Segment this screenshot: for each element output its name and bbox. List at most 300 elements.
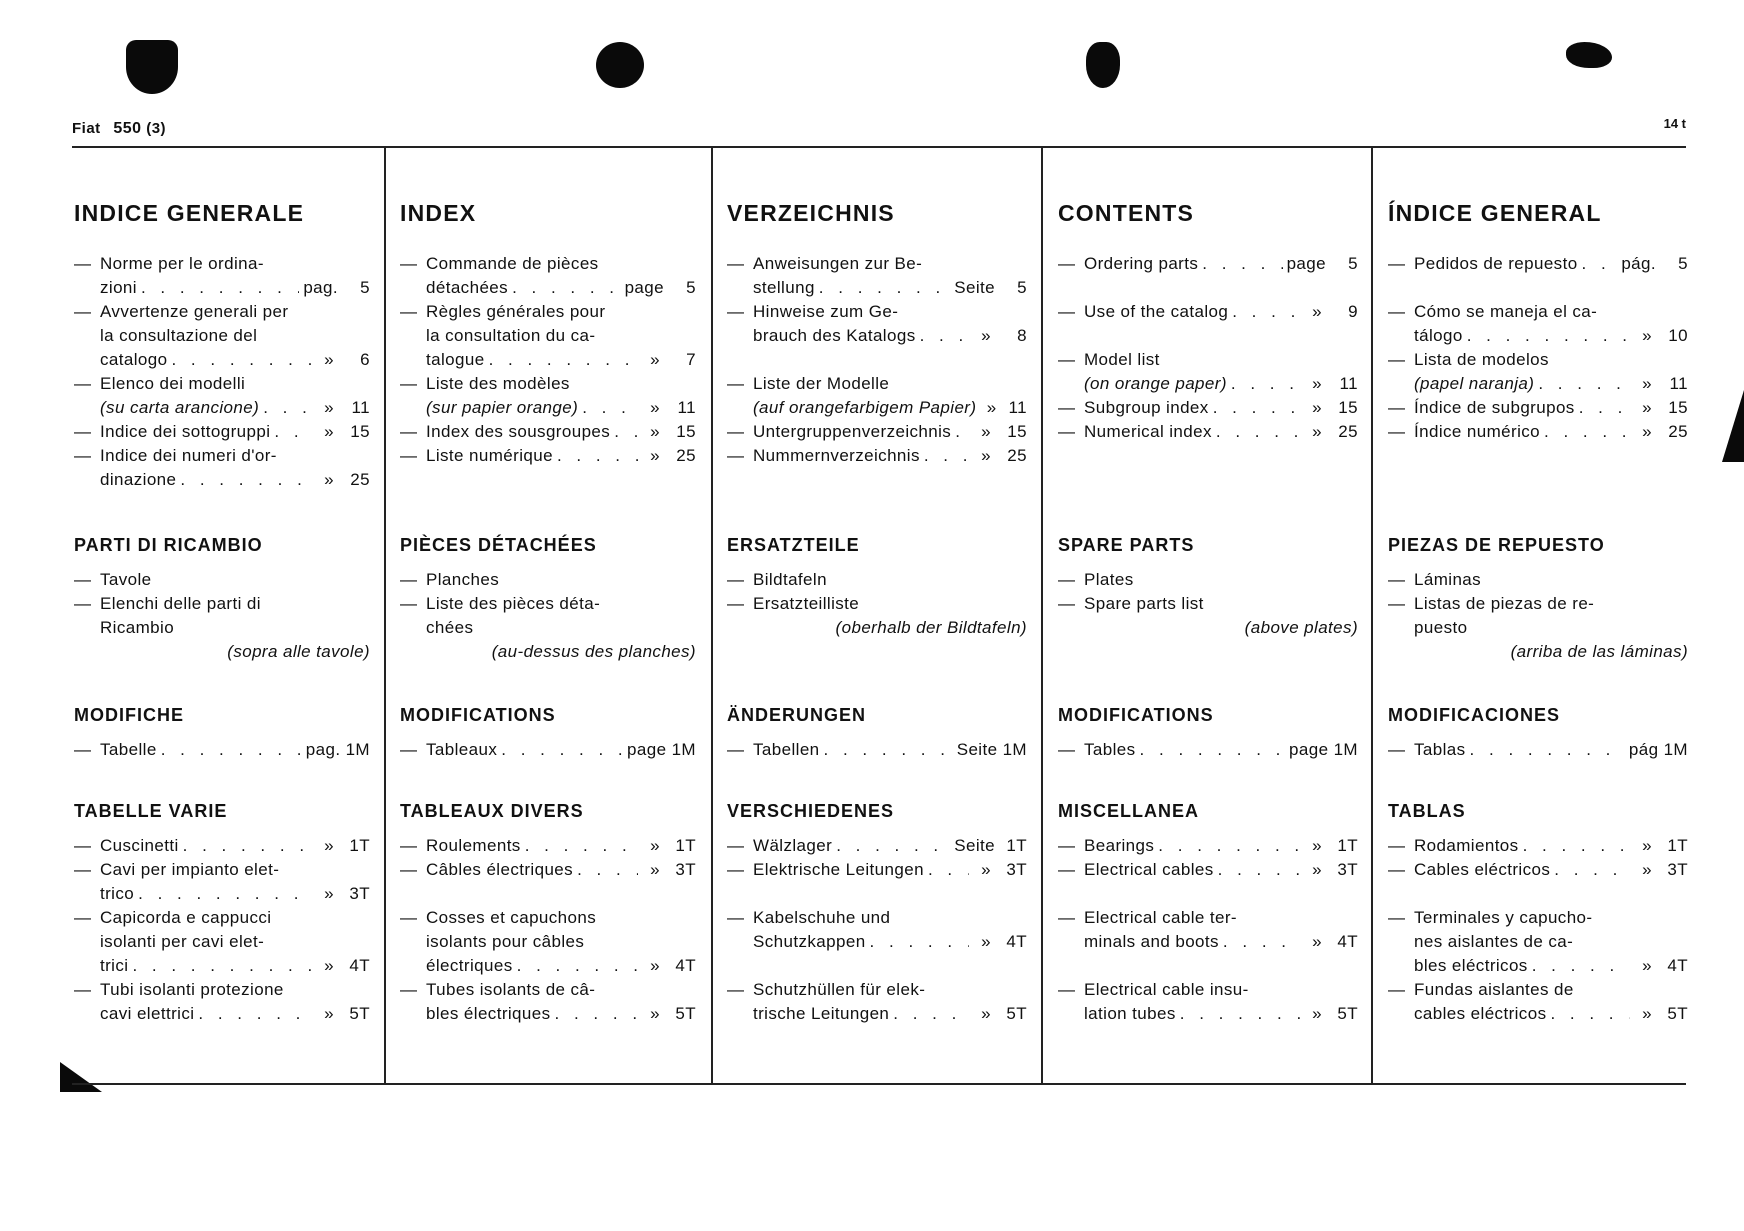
- table-entry-line: [1414, 858, 1688, 882]
- spare-entry-text: — Láminas: [1414, 570, 1482, 589]
- page-number: 4T: [675, 956, 696, 975]
- index-entry-text: — Use of the catalog: [1084, 302, 1229, 321]
- table-entry-text: trische Leitungen: [753, 1004, 890, 1023]
- page-number: 6: [360, 350, 370, 369]
- modification-line: [1414, 738, 1688, 762]
- index-entry-text: — Liste des modèles: [426, 374, 570, 393]
- spare-entry: [400, 568, 696, 592]
- table-entry-text: isolanti per cavi elet-: [100, 932, 265, 951]
- column-title: INDEX: [400, 200, 477, 226]
- table-entry-text: — Cosses et capuchons: [426, 908, 597, 927]
- column-divider: [711, 148, 713, 1084]
- page-marker: »: [986, 398, 997, 417]
- table-entry: [727, 906, 1027, 978]
- spare-entry-text: — Plates: [1084, 570, 1134, 589]
- table-entry-text: lation tubes: [1084, 1004, 1176, 1023]
- index-entry: [1058, 348, 1358, 396]
- punch-hole: [126, 40, 178, 94]
- table-entry-text: — Bearings: [1084, 836, 1155, 855]
- page-number: 11: [1669, 374, 1688, 393]
- page-marker: »: [1312, 374, 1322, 393]
- leader-dots: [1213, 396, 1300, 420]
- page-marker: »: [1642, 956, 1652, 975]
- section-title: MODIFICHE: [74, 705, 184, 725]
- table-entry-text: cables eléctricos: [1414, 1004, 1547, 1023]
- table-entry-text: — Elektrische Leitungen: [753, 860, 924, 879]
- index-entry-text: tálogo: [1414, 326, 1463, 345]
- table-entry-line: [426, 858, 696, 882]
- spacer: [1084, 954, 1358, 978]
- table-entry-text: nes aislantes de ca-: [1414, 932, 1574, 951]
- leader-dots: [836, 834, 950, 858]
- leader-dots: [1467, 324, 1630, 348]
- table-entry: [400, 834, 696, 858]
- modification-line: [100, 738, 370, 762]
- model-number: 550: [113, 120, 142, 137]
- page-marker: »: [1642, 374, 1652, 393]
- page-number: 1T: [1337, 836, 1358, 855]
- spare-entry: [1058, 568, 1358, 592]
- spare-entry-text: — Listas de piezas de re-: [1414, 594, 1595, 613]
- punch-hole: [596, 42, 644, 88]
- column-divider: [1371, 148, 1373, 1084]
- page-number: 8: [1017, 326, 1027, 345]
- table-entry: [74, 978, 370, 1026]
- page-marker: »: [1642, 836, 1652, 855]
- spare-entry-text: Ricambio: [100, 618, 175, 637]
- leader-dots: [501, 738, 623, 762]
- table-entry-line: [100, 834, 370, 858]
- index-entry-text: — Índice numérico: [1414, 422, 1541, 441]
- index-entry-line: [100, 468, 370, 492]
- index-entry: [727, 252, 1027, 300]
- table-entry: [74, 906, 370, 978]
- table-entry-text: — Electrical cables: [1084, 860, 1214, 879]
- table-entry-line: [426, 930, 696, 954]
- spare-entry: [727, 568, 1027, 592]
- index-entry-text: la consultation du ca-: [426, 326, 596, 345]
- leader-dots: [1470, 738, 1625, 762]
- index-entry: [1388, 396, 1688, 420]
- table-entry: [1388, 834, 1688, 858]
- index-entry-line: [100, 420, 370, 444]
- leader-dots: [1180, 1002, 1300, 1026]
- spacer: [1084, 276, 1358, 300]
- table-entry-line: [753, 834, 1027, 858]
- table-entry-line: [426, 1002, 696, 1026]
- index-entry-line: [753, 396, 1027, 420]
- index-entry: [400, 300, 696, 372]
- leader-dots: [893, 1002, 969, 1026]
- table-entry-line: [753, 930, 1027, 954]
- leader-dots: [1538, 372, 1630, 396]
- leader-dots: [517, 954, 638, 978]
- page-number: 15: [350, 422, 370, 441]
- table-entry-line: [100, 906, 370, 930]
- modification-line: [1084, 738, 1358, 762]
- leader-dots: [614, 420, 638, 444]
- table-entry-text: — Wälzlager: [753, 836, 833, 855]
- page-code: 14 t: [1663, 116, 1686, 131]
- section-title: MISCELLANEA: [1058, 801, 1199, 821]
- index-entry-text: stellung: [753, 278, 815, 297]
- index-entry-line: [753, 444, 1027, 468]
- table-entry-text: bles électriques: [426, 1004, 551, 1023]
- table-entry-line: [100, 858, 370, 882]
- index-entry-line: [1414, 348, 1688, 372]
- page-marker: »: [981, 932, 991, 951]
- section-title: MODIFICATIONS: [1058, 705, 1214, 725]
- index-entry-line: [426, 324, 696, 348]
- tables-section: [74, 800, 370, 1026]
- index-entry: [400, 444, 696, 468]
- section-title: TABELLE VARIE: [74, 801, 228, 821]
- table-entry-line: [100, 882, 370, 906]
- index-entry-line: [426, 348, 696, 372]
- leader-dots: [161, 738, 302, 762]
- leader-dots: [512, 276, 621, 300]
- modifications-section: [1058, 704, 1358, 762]
- index-entry-line: [100, 348, 370, 372]
- page-marker: »: [1642, 398, 1652, 417]
- page-marker: »: [1312, 860, 1322, 879]
- index-entry-text: — Lista de modelos: [1414, 350, 1549, 369]
- index-entry: [400, 372, 696, 420]
- index-entry-text: brauch des Katalogs: [753, 326, 916, 345]
- table-entry-line: [100, 954, 370, 978]
- index-entry-line: [100, 396, 370, 420]
- table-entry-text: minals and boots: [1084, 932, 1219, 951]
- leader-dots: [138, 882, 312, 906]
- leader-dots: [928, 858, 969, 882]
- page-number: 5T: [675, 1004, 696, 1023]
- table-entry-line: [1084, 978, 1358, 1002]
- index-entry-line: [753, 276, 1027, 300]
- table-entry-text: — Electrical cable ter-: [1084, 908, 1237, 927]
- leader-dots: [1223, 930, 1300, 954]
- page-marker: »: [650, 398, 660, 417]
- index-entry-line: [426, 420, 696, 444]
- index-section: [1058, 200, 1358, 444]
- spare-parts-section: [1388, 534, 1688, 664]
- index-entry-line: [100, 300, 370, 324]
- leader-dots: [1158, 834, 1300, 858]
- leader-dots: [180, 468, 312, 492]
- modifications-section: [1388, 704, 1688, 762]
- modification-entry: [1058, 738, 1358, 762]
- table-entry-text: — Fundas aislantes de: [1414, 980, 1574, 999]
- page-marker: »: [1312, 302, 1322, 321]
- index-entry-line: [1414, 372, 1688, 396]
- page-number: pág 1M: [1628, 740, 1688, 759]
- index-entry-line: [100, 444, 370, 468]
- top-rule: [72, 146, 1686, 148]
- index-entry-text: — Elenco dei modelli: [100, 374, 246, 393]
- table-entry: [400, 978, 696, 1026]
- spare-parts-section: [74, 534, 370, 664]
- leader-dots: [171, 348, 312, 372]
- column-title: ÍNDICE GENERAL: [1388, 200, 1602, 226]
- table-entry-line: [1414, 954, 1688, 978]
- leader-dots: [489, 348, 638, 372]
- brand-label: Fiat: [72, 120, 101, 137]
- index-section: [1388, 200, 1688, 444]
- table-entry-line: [1414, 930, 1688, 954]
- page-number: 1T: [349, 836, 370, 855]
- page-marker: »: [324, 350, 334, 369]
- column-title: INDICE GENERALE: [74, 200, 305, 226]
- index-entry-text: — Untergruppenverzeichnis: [753, 422, 952, 441]
- page-marker: »: [324, 1004, 334, 1023]
- index-entry-line: [426, 276, 696, 300]
- leader-dots: [183, 834, 312, 858]
- table-entry: [74, 834, 370, 858]
- page-marker: »: [324, 884, 334, 903]
- index-entry-line: [753, 420, 1027, 444]
- index-entry-line: [1414, 324, 1688, 348]
- table-entry-line: [753, 978, 1027, 1002]
- index-entry-line: [426, 300, 696, 324]
- page-marker: »: [1312, 932, 1322, 951]
- index-entry-line: [753, 300, 1027, 324]
- page-number: 5: [1678, 254, 1688, 273]
- page-marker: »: [1642, 860, 1652, 879]
- page-marker: »: [324, 956, 334, 975]
- modification-label: — Tableaux: [426, 740, 498, 759]
- spacer: [426, 882, 696, 906]
- index-entry: [74, 372, 370, 420]
- page-number: 5: [1348, 254, 1358, 273]
- index-entry-text: — Model list: [1084, 350, 1160, 369]
- leader-dots: [1523, 834, 1630, 858]
- index-entry-line: [753, 252, 1027, 276]
- leader-dots: [819, 276, 950, 300]
- spare-parts-section: [727, 534, 1027, 640]
- column-title: VERZEICHNIS: [727, 200, 895, 226]
- page-marker: »: [324, 422, 334, 441]
- index-entry-text: zioni: [100, 278, 137, 297]
- table-entry-text: — Tubes isolants de câ-: [426, 980, 596, 999]
- table-entry-line: [753, 1002, 1027, 1026]
- index-entry-line: [1084, 300, 1358, 324]
- index-entry-line: [1414, 252, 1688, 276]
- index-entry-text: — Liste der Modelle: [753, 374, 890, 393]
- spare-entry: [727, 592, 1027, 616]
- leader-dots: [274, 420, 312, 444]
- table-entry-text: — Cavi per impianto elet-: [100, 860, 280, 879]
- index-entry-text: — Índice de subgrupos: [1414, 398, 1575, 417]
- page-number: 3T: [349, 884, 370, 903]
- index-entry-text: la consultazione del: [100, 326, 258, 345]
- index-entry-line: [426, 252, 696, 276]
- page-marker: »: [650, 836, 660, 855]
- page-marker: »: [1642, 422, 1652, 441]
- table-entry-line: [1084, 1002, 1358, 1026]
- spare-entry-text: — Spare parts list: [1084, 594, 1204, 613]
- table-entry-line: [1414, 834, 1688, 858]
- page-number: 4T: [1667, 956, 1688, 975]
- modification-line: [426, 738, 696, 762]
- leader-dots: [1544, 420, 1630, 444]
- table-entry-line: [426, 954, 696, 978]
- index-entry-text: — Cómo se maneja el ca-: [1414, 302, 1598, 321]
- index-entry-text: talogue: [426, 350, 485, 369]
- page-marker: »: [981, 422, 991, 441]
- corner-mark: [60, 1062, 102, 1092]
- page-number: page 1M: [627, 740, 696, 759]
- index-entry: [1058, 300, 1358, 348]
- spare-entry-text: — Elenchi delle parti di: [100, 594, 261, 613]
- table-entry-line: [1414, 906, 1688, 930]
- table-entry-text: — Kabelschuhe und: [753, 908, 891, 927]
- column-divider: [384, 148, 386, 1084]
- page-marker: »: [1312, 836, 1322, 855]
- spacer: [1414, 276, 1688, 300]
- spacer: [753, 954, 1027, 978]
- table-entry-line: [1084, 906, 1358, 930]
- index-entry: [727, 372, 1027, 420]
- spacer: [1084, 882, 1358, 906]
- page-number: 25: [1668, 422, 1688, 441]
- table-entry-line: [1414, 1002, 1688, 1026]
- spare-note: (oberhalb der Bildtafeln): [835, 618, 1027, 637]
- table-entry: [1388, 906, 1688, 978]
- table-entry: [1058, 834, 1358, 858]
- page-number: pag. 1M: [305, 740, 370, 759]
- leader-dots: [1550, 1002, 1630, 1026]
- table-entry-text: — Câbles électriques: [426, 860, 574, 879]
- index-entry-line: [100, 276, 370, 300]
- index-entry-line: [1414, 420, 1688, 444]
- leader-dots: [920, 324, 969, 348]
- page-number: 5T: [349, 1004, 370, 1023]
- page-marker: »: [650, 956, 660, 975]
- section-title: MODIFICACIONES: [1388, 705, 1561, 725]
- tables-section: [1388, 800, 1688, 1026]
- page-number: 5: [686, 278, 696, 297]
- index-entry: [74, 420, 370, 444]
- page-marker: page: [624, 278, 664, 297]
- bottom-rule: [72, 1083, 1686, 1085]
- page-marker: »: [324, 470, 334, 489]
- modification-entry: [727, 738, 1027, 762]
- page-marker: »: [1312, 1004, 1322, 1023]
- page-number: 4T: [1337, 932, 1358, 951]
- table-entry: [400, 858, 696, 906]
- index-entry-text: — Index des sousgroupes: [426, 422, 611, 441]
- tables-section: [400, 800, 696, 1026]
- page-number: 5: [360, 278, 370, 297]
- page-marker: »: [1642, 326, 1652, 345]
- punch-hole: [1566, 42, 1612, 68]
- table-entry-line: [1084, 834, 1358, 858]
- index-entry-line: [100, 372, 370, 396]
- page-number: 3T: [1006, 860, 1027, 879]
- page-number: 11: [1339, 374, 1358, 393]
- spare-entry-text: — Planches: [426, 570, 500, 589]
- page-number: 11: [677, 398, 696, 417]
- leader-dots: [1231, 372, 1300, 396]
- table-entry-text: — Electrical cable insu-: [1084, 980, 1249, 999]
- section-title: PIEZAS DE REPUESTO: [1388, 535, 1605, 555]
- index-section: [727, 200, 1027, 468]
- index-entry-line: [1084, 252, 1358, 276]
- leader-dots: [1232, 300, 1300, 324]
- leader-dots: [1582, 252, 1618, 276]
- section-title: SPARE PARTS: [1058, 535, 1195, 555]
- spare-entry-text: — Liste des pièces déta-: [426, 594, 601, 613]
- index-entry-text: (on orange paper): [1084, 374, 1227, 393]
- leader-dots: [557, 444, 638, 468]
- page-marker: »: [650, 350, 660, 369]
- index-entry: [400, 420, 696, 444]
- spare-entry: [74, 568, 370, 592]
- index-entry-text: (papel naranja): [1414, 374, 1535, 393]
- page-marker: »: [1312, 398, 1322, 417]
- column-divider: [1041, 148, 1043, 1084]
- spare-entry-text: — Ersatzteilliste: [753, 594, 860, 613]
- modifications-section: [400, 704, 696, 762]
- leader-dots: [1532, 954, 1630, 978]
- spare-entry: [1388, 592, 1688, 640]
- index-section: [400, 200, 696, 468]
- spare-entry: [1388, 568, 1688, 592]
- page-marker: »: [650, 1004, 660, 1023]
- table-entry-text: — Capicorda e cappucci: [100, 908, 272, 927]
- modification-label: — Tablas: [1414, 740, 1466, 759]
- spare-entry: [1058, 592, 1358, 616]
- page-marker: Seite: [954, 836, 995, 855]
- index-entry-line: [753, 324, 1027, 348]
- page-number: 5: [1017, 278, 1027, 297]
- table-entry-line: [753, 858, 1027, 882]
- edge-mark: [1722, 390, 1744, 462]
- index-entry-text: — Avvertenze generali per: [100, 302, 289, 321]
- page-number: 1T: [1006, 836, 1027, 855]
- leader-dots: [1579, 396, 1630, 420]
- modification-label: — Tabellen: [753, 740, 820, 759]
- leader-dots: [1202, 252, 1282, 276]
- table-entry-line: [753, 906, 1027, 930]
- leader-dots: [577, 858, 638, 882]
- leader-dots: [955, 420, 969, 444]
- spacer: [1084, 324, 1358, 348]
- modification-label: — Tables: [1084, 740, 1136, 759]
- page-number: 1T: [675, 836, 696, 855]
- page-number: 1T: [1667, 836, 1688, 855]
- index-entry-text: — Anweisungen zur Be-: [753, 254, 923, 273]
- index-entry-text: dinazione: [100, 470, 177, 489]
- index-entry: [1388, 420, 1688, 444]
- table-entry-text: électriques: [426, 956, 513, 975]
- index-entry-text: (sur papier orange): [426, 398, 579, 417]
- table-entry-text: — Cables eléctricos: [1414, 860, 1551, 879]
- punch-hole: [1086, 42, 1120, 88]
- table-entry: [1058, 978, 1358, 1026]
- table-entry-line: [426, 978, 696, 1002]
- page-number: 5T: [1337, 1004, 1358, 1023]
- page-marker: »: [981, 326, 991, 345]
- spare-note: (arriba de las láminas): [1510, 642, 1688, 661]
- leader-dots: [1554, 858, 1630, 882]
- page-number: 11: [351, 398, 370, 417]
- leader-dots: [132, 954, 312, 978]
- page-number: 4T: [1006, 932, 1027, 951]
- page-number: 3T: [1667, 860, 1688, 879]
- leader-dots: [525, 834, 638, 858]
- page-marker: »: [324, 836, 334, 855]
- table-entry: [400, 906, 696, 978]
